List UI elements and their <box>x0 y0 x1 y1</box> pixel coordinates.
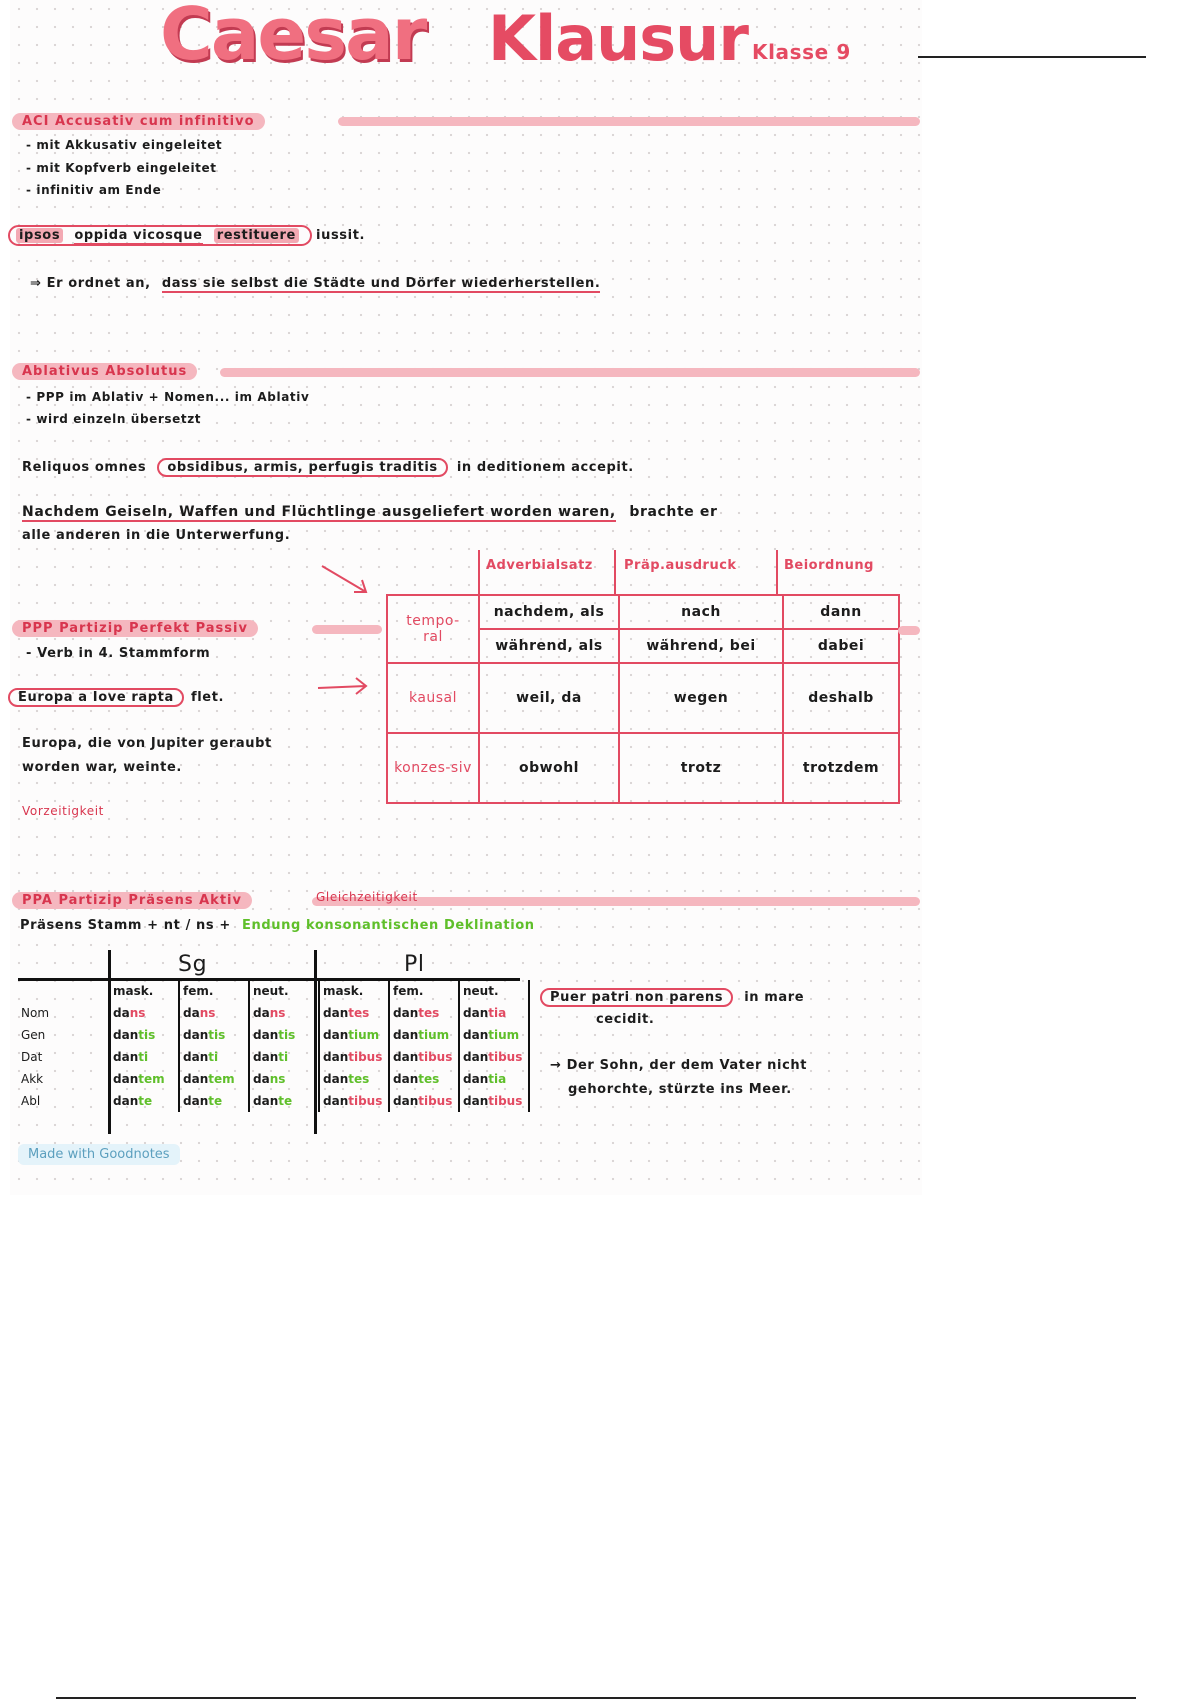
gender: mask. <box>109 980 179 1002</box>
decl-form: dante <box>249 1090 319 1112</box>
ppp-translation-2: worden war, weinte. <box>22 760 182 775</box>
decl-form: dantis <box>179 1024 249 1046</box>
cell: obwohl <box>479 733 619 803</box>
gender: neut. <box>249 980 319 1002</box>
row-label-kausal: kausal <box>387 663 479 733</box>
aci-bar <box>338 117 920 126</box>
ppp-example: Europa a Iove rapta flet. <box>8 690 224 705</box>
abl-bullet-1: - PPP im Ablativ + Nomen... im Ablativ <box>26 390 310 404</box>
decl-pl: Pl <box>404 952 425 977</box>
gender: neut. <box>459 980 529 1002</box>
table-header-divider-2 <box>614 550 616 594</box>
decl-form: dantes <box>319 1002 389 1024</box>
abl-example: Reliquos omnes obsidibus, armis, perfugis traditis in deditionem accepit. <box>22 460 634 475</box>
decl-form: dantes <box>319 1068 389 1090</box>
cell: trotzdem <box>783 733 899 803</box>
decl-form: dantibus <box>459 1046 529 1068</box>
decl-form: dans <box>179 1002 249 1024</box>
ppa-translation-1: → Der Sohn, der dem Vater nicht <box>550 1058 808 1073</box>
name-line <box>918 56 1146 58</box>
cell: dabei <box>783 629 899 663</box>
footer-line <box>56 1697 1136 1699</box>
aci-bullet-3: - infinitiv am Ende <box>26 183 162 197</box>
decl-form: danti <box>249 1046 319 1068</box>
row-label-temporal: tempo- ral <box>387 595 479 663</box>
table-header-divider-1 <box>478 550 480 594</box>
ppa-translation-2: gehorchte, stürzte ins Meer. <box>568 1082 792 1097</box>
ppa-rule: Präsens Stamm + nt / ns + Endung konsonantischen Deklination <box>20 918 535 933</box>
decl-form: dantes <box>389 1002 459 1024</box>
aci-example: ipsos oppida vicosque restituere iussit. <box>8 228 365 243</box>
aci-heading: ACI Accusativ cum infinitivo <box>12 113 265 130</box>
cell: wegen <box>619 663 783 733</box>
decl-form: dantibus <box>459 1090 529 1112</box>
decl-form: dans <box>109 1002 179 1024</box>
decl-sg: Sg <box>178 952 208 977</box>
decl-form: dantibus <box>389 1090 459 1112</box>
ppp-translation-1: Europa, die von Jupiter geraubt <box>22 736 272 751</box>
aci-translation: ⇒ Er ordnet an, dass sie selbst die Städte und Dörfer wiederherstellen. <box>30 276 601 291</box>
ppp-heading: PPP Partizip Perfekt Passiv <box>12 620 258 637</box>
ppa-heading: PPA Partizip Präsens Aktiv <box>12 892 252 909</box>
cell: deshalb <box>783 663 899 733</box>
conjunction-table <box>386 594 900 804</box>
abl-translation-2: alle anderen in die Unterwerfung. <box>22 528 291 543</box>
decl-form: dantium <box>319 1024 389 1046</box>
decl-form: dantia <box>459 1068 529 1090</box>
ppa-tag: Gleichzeitigkeit <box>316 890 418 904</box>
decl-form: dantibus <box>319 1046 389 1068</box>
arrow-icon <box>318 560 378 600</box>
aci-bullet-2: - mit Kopfverb eingeleitet <box>26 161 217 175</box>
ppp-bar <box>312 625 382 634</box>
decl-form: dantium <box>389 1024 459 1046</box>
abl-translation-1: Nachdem Geiseln, Waffen und Flüchtlinge ausgeliefert worden waren, brachte er <box>22 504 718 520</box>
ppp-bullet: - Verb in 4. Stammform <box>26 646 211 661</box>
ppa-example-2: cecidit. <box>596 1012 655 1027</box>
cell: nach <box>619 595 783 629</box>
aci-ipsos: ipsos <box>16 228 63 243</box>
case-label: Gen <box>21 1028 46 1042</box>
goodnotes-badge: Made with Goodnotes <box>18 1144 180 1165</box>
table-side-bar <box>898 626 920 635</box>
cell: während, bei <box>619 629 783 663</box>
decl-form: dantem <box>109 1068 179 1090</box>
title-klausur: Klausur <box>488 2 748 75</box>
header-beiordnung: Beiordnung <box>784 558 874 573</box>
decl-form: dantia <box>459 1002 529 1024</box>
cell: während, als <box>479 629 619 663</box>
gender: mask. <box>319 980 389 1002</box>
decl-form: dantibus <box>389 1046 459 1068</box>
case-label: Dat <box>21 1050 43 1064</box>
decl-form: dantes <box>389 1068 459 1090</box>
cell: trotz <box>619 733 783 803</box>
cell: weil, da <box>479 663 619 733</box>
decl-form: danti <box>179 1046 249 1068</box>
case-label: Abl <box>21 1094 41 1108</box>
ppp-note: Vorzeitigkeit <box>22 804 104 818</box>
decl-form: dante <box>179 1090 249 1112</box>
title-caesar: Caesar <box>160 0 426 76</box>
case-label: Akk <box>21 1072 44 1086</box>
arrow-icon <box>314 674 374 698</box>
decl-form: dantem <box>179 1068 249 1090</box>
cell: nachdem, als <box>479 595 619 629</box>
header-praep: Präp.ausdruck <box>624 558 737 573</box>
decl-form: danti <box>109 1046 179 1068</box>
abl-bullet-2: - wird einzeln übersetzt <box>26 412 202 426</box>
cell: dann <box>783 595 899 629</box>
decl-form: dans <box>249 1068 319 1090</box>
decl-form: dantium <box>459 1024 529 1046</box>
ppa-example: Puer patri non parens in mare <box>540 990 804 1005</box>
abl-heading: Ablativus Absolutus <box>12 363 197 380</box>
decl-form: dans <box>249 1002 319 1024</box>
decl-form: dantis <box>109 1024 179 1046</box>
abl-bar <box>220 368 920 377</box>
table-header-divider-3 <box>776 550 778 594</box>
gender: fem. <box>389 980 459 1002</box>
class-label: Klasse 9 <box>752 40 851 64</box>
gender: fem. <box>179 980 249 1002</box>
row-label-konzessiv: konzes-siv <box>387 733 479 803</box>
header-adverbialsatz: Adverbialsatz <box>486 558 593 573</box>
decl-form: dante <box>109 1090 179 1112</box>
case-label: Nom <box>21 1006 50 1020</box>
decl-form: dantibus <box>319 1090 389 1112</box>
aci-bullet-1: - mit Akkusativ eingeleitet <box>26 138 223 152</box>
decl-form: dantis <box>249 1024 319 1046</box>
declension-table <box>18 980 530 1112</box>
